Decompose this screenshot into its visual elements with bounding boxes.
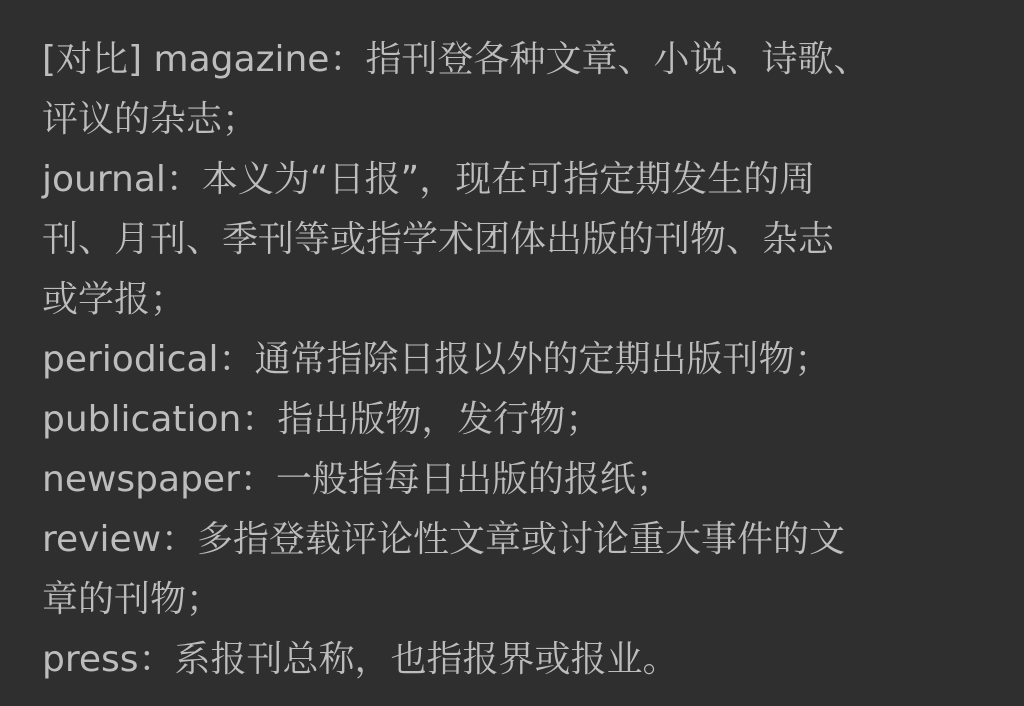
line-review-cont: 章的刊物； (42, 579, 223, 620)
line-publication: publication：指出版物，发行物； (42, 399, 602, 440)
line-journal-cont-2: 或学报； (42, 279, 187, 320)
line-magazine: [对比] magazine：指刊登各种文章、小说、诗歌、 (42, 39, 870, 80)
line-newspaper: newspaper：一般指每日出版的报纸； (42, 459, 672, 500)
line-journal-cont: 刊、月刊、季刊等或指学术团体出版的刊物、杂志 (42, 219, 835, 260)
line-periodical: periodical：通常指除日报以外的定期出版刊物； (42, 339, 831, 380)
line-press: press：系报刊总称，也指报界或报业。 (42, 639, 679, 680)
line-review: review：多指登载评论性文章或讨论重大事件的文 (42, 519, 846, 560)
line-journal: journal：本义为“日报”，现在可指定期发生的周 (42, 159, 816, 200)
line-magazine-cont: 评议的杂志； (42, 99, 259, 140)
